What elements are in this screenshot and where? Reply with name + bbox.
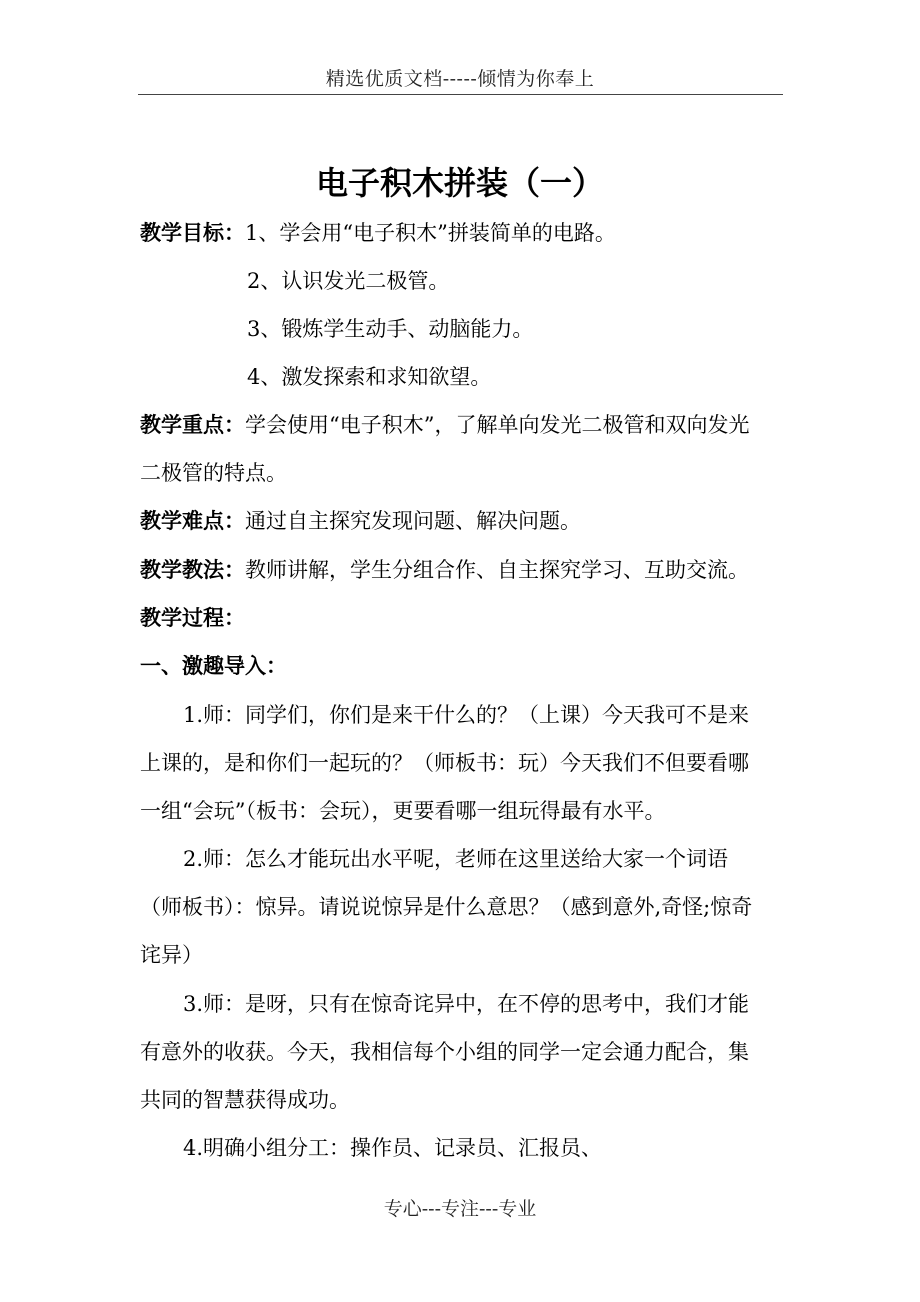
focus-line-2: 二极管的特点。	[140, 461, 287, 485]
difficulty-line	[140, 506, 785, 536]
process-label: 教学过程：	[140, 606, 245, 630]
goal-item: 4、激发探索和求知欲望。	[247, 365, 492, 389]
goals-label: 教学目标：	[140, 221, 245, 245]
method-line	[140, 555, 785, 585]
goal-item: 3、锻炼学生动手、动脑能力。	[247, 317, 534, 341]
document-title: 电子积木拼装（一）	[315, 164, 604, 202]
goal-line-1	[140, 218, 785, 248]
paragraph-line: 上课的，是和你们一起玩的？（师板书：玩）今天我们不但要看哪	[140, 751, 749, 775]
paragraph-line: 一组“会玩”（板书：会玩），更要看哪一组玩得最有水平。	[140, 799, 666, 823]
focus-label: 教学重点：	[140, 413, 245, 437]
paragraph-line: 4.明确小组分工：操作员、记录员、汇报员、	[183, 1136, 603, 1160]
paragraph-line: 共同的智慧获得成功。	[140, 1088, 350, 1112]
header-rule	[138, 94, 783, 95]
goal-item: 1、学会用“电子积木”拼装简单的电路。	[245, 221, 616, 245]
section-heading: 一、激趣导入：	[140, 654, 287, 678]
page-header: 精选优质文档-----倾情为你奉上	[325, 68, 595, 90]
focus-line-1	[140, 410, 785, 440]
method-label: 教学教法：	[140, 558, 245, 582]
paragraph-line: 2.师：怎么才能玩出水平呢，老师在这里送给大家一个词语	[183, 847, 729, 871]
method-text: 教师讲解，学生分组合作、自主探究学习、互助交流。	[245, 558, 749, 582]
goal-item: 2、认识发光二极管。	[247, 269, 450, 293]
paragraph-line: 有意外的收获。今天，我相信每个小组的同学一定会通力配合，集	[140, 1040, 749, 1064]
paragraph-line: 3.师：是呀，只有在惊奇诧异中，在不停的思考中，我们才能	[183, 992, 750, 1016]
difficulty-text: 通过自主探究发现问题、解决问题。	[245, 509, 581, 533]
paragraph-line: （师板书）：惊异。请说说惊异是什么意思？（感到意外,奇怪;惊奇	[140, 895, 753, 919]
difficulty-label: 教学难点：	[140, 509, 245, 533]
focus-text: 学会使用“电子积木”，了解单向发光二极管和双向发光	[245, 413, 750, 437]
page-footer: 专心---专注---专业	[383, 1198, 537, 1220]
paragraph-line: 1.师：同学们，你们是来干什么的？（上课）今天我可不是来	[183, 703, 750, 727]
paragraph-line: 诧异）	[140, 943, 203, 967]
